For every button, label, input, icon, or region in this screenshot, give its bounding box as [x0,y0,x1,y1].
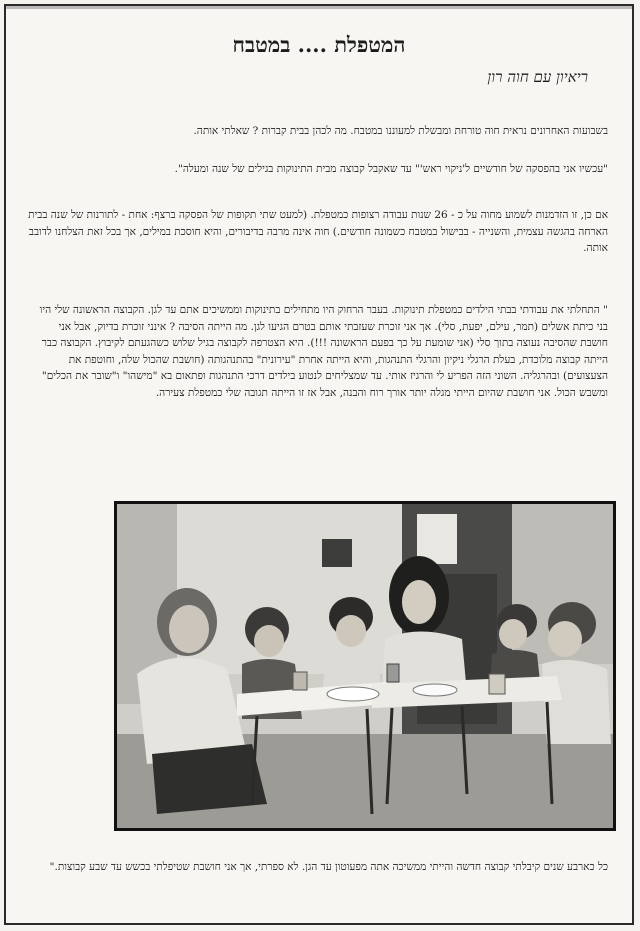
top-rule [6,6,632,9]
opening-quote-paragraph: "עכשיו אני בהפסקה של חודשיים ל'ניקוי ראש'" עד שאקבל קבוצה מבית התינוקות בגילים של שנה ומעלה". [174,163,608,175]
closing-paragraph: כל כארבע שנים קיבלתי קבוצה חדשה והייתי ממשיכה אתה מפעוטון עד הגן. לא ספרתי, אך אני חושבת שטיפלתי בכשש עד שבע קבוצות." [49,861,608,873]
bio-paragraph: אם כן, זו הזדמנות לשמוע מחוה על כ - 26 שנות עבודה רצופות כמטפלת. (למעט שתי תקופות של הפסקה ברצף: אחת - לתורנות של שנה בבית הארחה בהגשה עצמית, והשנייה - בבישול במטבח כשמונה חודשים.) חוה אינה מרבה בדיבורים, והיא חוסכת במילים, אך בכל זאת הצלחנו לדובב אותה. [28,209,608,254]
main-quote-paragraph: " התחלתי את עבודתי בבתי הילדים כמטפלת תינוקות. בעבר הרחוק היו מתחילים בתינוקות וממשיכים אתם עד לגן. הקבוצה הראשונה שלי היו בני כיתת אשלים (תמר, עילם, יפעת, סלי). אך אני זוכרת שעזבתי אותם בטרם הגיעו לגן. מה הייתה הסיבה ? אינני זוכרת בדיוק, אבל אני חושבת שהסיבה נעוצה בתוך סלי (אני שומעת על כך בפעם הראשונה !!!). היא הצטרפה לקבוצה בגיל שלוש כשהגעתם לקיבוץ. הקבוצה כבר הייתה קבוצה מלוכדת, בעלת הרגלי ניקיון והרגלי התנהגות, והיא הייתה אחרת "עירונית" בהתנהגותה (חושבת שהכול שלה, וחוטפת את הצעצועים) ובהרגליה. השוני הזה הפריע לי והרגיז אותי. עד שמצליחים לנטוע בילדים דרכי התנהגות ופתאום בא "מישהו" ו"שובר את הכלים" ומשבש הכול. אני חושבת שהיום הייתי מגלה יותר אורך רוח והבנה, אבל אז זו הייתה תגובה שלי כמטפלת צעירה. [39,304,608,399]
kitchen-photo [114,501,616,831]
intro-paragraph: בשבועות האחרונים נראית חוה טורחת ומבשלת למעוננו במטבח. מה לכהן בבית קברות ? שאלתי אותה. [193,125,608,137]
article-byline: ריאיון עם חוה רון [487,68,588,86]
page-frame [4,4,634,925]
article-title: המטפלת .... במטבח [232,32,406,58]
photo-illustration [117,504,613,828]
